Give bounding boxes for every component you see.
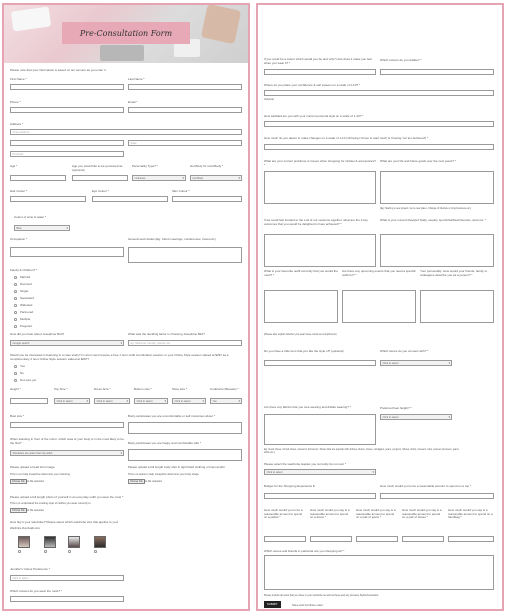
last-name-label: Last Name * [128,77,145,81]
colour-be-input[interactable] [264,69,376,75]
budget-label: Budget for the Shopping Experience $ [264,484,315,488]
problems-textarea[interactable] [264,171,376,204]
upload-everyday-label: Please upload a full length photo of yourself in an everyday outfit you wear the most * [10,495,124,499]
upload-head-label: Please upload a head shot image [10,465,55,469]
upload-body-choose-button[interactable]: Choose File [130,480,143,483]
height-input[interactable] [10,398,48,404]
family-opt-widowed: Widowed [20,303,33,307]
height-label: Height * [10,387,21,391]
shoe-size-select[interactable]: Click to select ▾ [172,398,206,404]
email-label: Email * [128,100,138,104]
body-uncomfortable-label: Body parts/areas you are uncomfortable or self conscious about * [128,414,215,418]
wardrobe-thumb-medium[interactable] [44,536,56,548]
wardrobe-radio-large[interactable] [68,550,71,553]
family-radio-multiple[interactable] [14,318,17,321]
upload-everyday-choose-button[interactable]: Choose File [12,509,25,512]
spend-jeans-label: How much would you say is a reasonable amount to spend on a pair of jeans * [356,508,396,520]
case-study-radio-no[interactable] [14,372,17,375]
change-desire-label: How much do you desire to make changes on a scale of 1-10 (10 being I'd love to start now!) & I having 'not too bothered') * [264,136,429,140]
final-note: Please include all notes that you have in your wardrobe as well as these and any previous Stylist/Consultant. [264,594,379,597]
family-opt-married: Married [20,275,31,279]
upload-body-note: This is to assist in help Josephine determine your body shape [128,473,199,476]
street-address-input[interactable]: Street Address [10,129,242,135]
form-page-1 [2,3,250,611]
handbag-image [201,5,241,44]
mirror-select[interactable]: Shoulders are wider than hip width ▾ [10,450,124,456]
last-name-input[interactable] [128,84,242,90]
problems-label: What are your current problems or issues when shopping for clothes & accessories? * [264,159,376,167]
stores-connect-select[interactable]: Click to select ▾ [380,360,452,366]
personality-desc-label: Your personality: How would your friends, family or colleagues describe you as a person? * [420,269,488,277]
age-input[interactable] [10,175,66,181]
top-size-label: Top Size * [54,387,68,391]
stores-connect-label: Which stores do you connect with? * [380,349,429,353]
age-perceived-label: Age you would like to be perceived as (optional) [72,164,123,172]
postcode-input[interactable]: Postcode [10,151,124,157]
hair-colour-label: Hair Colour * [10,189,28,193]
satisfied-label: How satisfied are you with your current personal style on a scale of 1-10? * [264,114,364,118]
upload-everyday-note: This is to understand the existing style of clothes you wear currently to [10,502,91,505]
form-title-box [62,22,190,44]
wardrobe-radio-small[interactable] [18,550,21,553]
spend-dress-input[interactable] [310,536,352,542]
future-goals-textarea[interactable] [380,171,494,204]
colour-wine-select[interactable]: Blue ▾ [14,225,70,231]
wardrobe-thumb-xlarge[interactable] [94,536,106,548]
eye-colour-input[interactable] [92,196,168,202]
deciding-input[interactable]: Eg: Skill level, friendly, referral, etc. [128,340,242,346]
colour-wine-label: Colour of wine & water * [14,215,47,219]
lifestyle-label: What is your current lifestyle? Daily, weekly, sports/hobbies/interests, work etc. * [380,218,487,222]
underwire-select[interactable]: Yes ▾ [210,398,242,404]
family-radio-divorced[interactable] [14,283,17,286]
personality-desc-textarea[interactable] [420,290,494,323]
spend-handbag-label: How much would you say is a reasonable amount to spend on a handbag * [448,508,493,520]
upcoming-events-label: Are there any upcoming events that you need a specific outfit for? * [342,269,416,277]
glasses-image [100,45,144,61]
form-page-2 [256,3,504,611]
upload-everyday-status: No file selected [26,509,44,512]
personality-select[interactable]: Unknown ▾ [132,175,186,181]
mirror-question: When standing in front of the mirror, which area of your body is in the most likely to be the first? [10,437,124,445]
spend-shoes-label: How much would you say is a reasonable amount to spend on a pair of shoes * [402,508,442,520]
submit-button[interactable]: SUBMIT [264,601,281,608]
family-radio-widowed[interactable] [14,304,17,307]
colour-pref-input[interactable]: Click to select [10,575,124,581]
family-radio-pregnant[interactable] [14,325,17,328]
family-radio-partnered[interactable] [14,311,17,314]
colours-wear-input[interactable] [10,596,124,602]
case-study-question: Would you be interested in featuring in a case study? In return we'd receive a free 1 hour outfit coordination session or your Online Style session valued at $297 as a complimentary 2 hour Online Style session valued at $297? [10,353,229,361]
city-input[interactable] [10,140,124,146]
confidence-input[interactable] [264,90,494,96]
wardrobe-radio-medium[interactable] [44,550,47,553]
outcomes-label: If we could fast forward to the end of our sessions together, what are the 3 key outcomes that you would be delighted to have achieved? * [264,218,368,226]
colour-dislike-input[interactable] [380,69,494,75]
wardrobe-radio-xlarge[interactable] [94,550,97,553]
body-temp-label: Hot Body Or Cold Body * [190,164,224,168]
personality-desc-note: (Please also explain whether you wear these words as compliments) [264,333,337,336]
work-duties-label: General work duties (Eg: Client meetings, conferences, travel etc.) [128,237,217,241]
change-desire-input[interactable] [264,144,494,150]
case-study-radio-unsure[interactable] [14,379,17,382]
satisfied-input[interactable] [264,121,494,127]
first-name-input[interactable] [10,84,124,90]
wardrobe-size-label: How big is your wardrobe? Please select which wardrobe size that applies to you! [10,520,119,524]
email-input[interactable] [128,107,242,113]
occupation-label: Occupation * [10,237,28,241]
upload-head-choose-button[interactable]: Choose File [12,480,25,483]
heel-height-select[interactable]: Click to select ▾ [380,414,452,420]
wardrobe-note: Eg: Good shoes, formal shoes, casual or formal etc. Shoes that are popular with clothes, blazer, shoes, cardigans, jeans, jumpers, Shoes, shirts, trousers, hats, scarves (trousers, jeans, skirts etc.) [264,448,460,454]
style-icon-input[interactable] [264,360,376,366]
brands-label: Which stores and brands in particular are you shopping at? * [264,549,345,553]
outcomes-textarea[interactable] [264,234,376,267]
address-label: Address * [10,122,24,126]
body-happy-textarea[interactable] [128,449,242,461]
spend-dress-label: How much would you say is a reasonable amount to spend on a dress * [310,508,350,520]
wardrobe-thumb-small[interactable] [18,536,30,548]
spend-jeans-input[interactable] [356,536,398,542]
confidence-note: Optional [264,98,274,101]
colour-dislike-label: Which colours do you dislike? * [380,58,422,62]
style-icon-label: Do you have a hide item that you like the style of? (optional) [264,349,344,353]
how-hear-select[interactable]: Google search ▾ [10,340,124,346]
intro-text: Please note that your information is saved on our servers as you enter it. [10,68,107,72]
colour-be-label: If you could be a colour which would you be and why? How does it make you feel when you wear it? * [264,57,372,65]
hero-banner [4,5,248,63]
budget-input[interactable] [264,493,376,499]
skin-colour-label: Skin Colour * [172,189,190,193]
spend-handbag-input[interactable] [448,536,494,542]
eye-colour-label: Eye Colour * [92,189,109,193]
spend-top-label: How much would you to be a reasonable amount to spend on a top * [380,484,472,488]
confidence-label: Where do you place your confidence & self esteem on a scale of 1-10? * [264,83,361,87]
spend-jacket-input[interactable] [264,536,306,542]
skin-colour-input[interactable] [172,196,242,202]
fabrics-label: Are there any fabrics that you love wearing and dislike wearing? * [264,405,351,409]
favourite-outfit-textarea[interactable] [264,290,338,323]
upload-head-status: No file selected [26,480,44,483]
fabrics-textarea[interactable] [264,414,376,445]
lifestyle-textarea[interactable] [380,234,494,267]
family-radio-married[interactable] [14,276,17,279]
brands-textarea[interactable] [264,555,494,590]
family-radio-separated[interactable] [14,297,17,300]
upload-head-note: This is a to help Josephine determine your colouring [10,473,70,476]
family-opt-divorced: Divorced [20,282,32,286]
dress-size-label: Dress Size * [94,387,111,391]
spend-jacket-label: How much would you to be a reasonable amount to spend on a jacket * [264,508,303,520]
body-happy-label: Body parts/areas you are happy and comfortable with * [128,441,202,445]
case-study-opt-yes: Yes [20,364,25,368]
upcoming-events-textarea[interactable] [342,290,416,323]
first-name-label: First Name * [10,77,27,81]
wardrobe-thumb-large[interactable] [68,536,80,548]
shoe-size-label: Shoe size * [172,387,188,391]
save-later-link[interactable]: Save and Continue Later [292,603,323,607]
future-goals-note: (Eg: Starting a new project, Got a new place, Change of lifestyle or long business etc.) [380,207,472,210]
colour-pref-label: Jennifer's Colour Preference * [10,567,50,571]
hair-colour-input[interactable] [10,196,86,202]
family-opt-partnered: Partnered [20,310,34,314]
spend-top-input[interactable] [380,493,494,499]
family-radio-single[interactable] [14,290,17,293]
occupation-input[interactable] [10,247,124,257]
case-study-opt-no: No [20,371,24,375]
body-temp-select[interactable]: Hot Body ▾ [190,175,242,181]
heel-height-label: Preferred heel height? * [380,406,412,410]
phone-label: Phone * [10,100,21,104]
laptop-image [11,6,51,31]
family-label: Family & Children? * [10,268,38,272]
dress-size-select[interactable]: Click to select ▾ [94,398,130,404]
spend-shoes-input[interactable] [402,536,444,542]
wardrobe-staples-select[interactable]: Click to select ▾ [264,469,376,475]
favourite-outfit-label: What is your favourite outfit currently that you would the most? * [264,269,338,277]
bottom-size-select[interactable]: Click to select ▾ [134,398,168,404]
work-duties-textarea[interactable] [128,247,242,263]
family-opt-pregnant: Pregnant [20,324,33,328]
upload-body-label: Please upload a full length body shot in tight fitted clothing or lines and/or [128,465,226,469]
form-title: Pre-Consultation Form [79,28,173,38]
underwire-label: Underwire (Breasts) * [210,387,239,391]
personality-label: Personality Type? * [132,164,158,168]
age-perceived-input[interactable] [72,175,128,181]
family-opt-single: Single [20,289,29,293]
phone-input[interactable] [10,107,124,113]
upload-body-status: No file selected [144,480,162,483]
family-opt-multiple: Multiple [20,317,31,321]
colours-wear-label: Which colours do you wear the most? * [10,589,63,593]
case-study-opt-unsure: Not sure yet [20,378,37,382]
future-goals-label: What are your life and future goals over the next years? * [380,159,456,163]
wardrobe-size-sub: Wardrobe thumbnails size [10,527,40,530]
how-hear-label: How did you hear about Josephine Bird? [10,332,65,336]
bust-size-input[interactable] [10,422,124,428]
case-study-radio-yes[interactable] [14,365,17,368]
state-input[interactable]: State [128,140,242,146]
wardrobe-staples-label: Please select the wardrobe staples you currently do not own * [264,462,347,466]
deciding-label: What was the deciding factor in choosing Josephine Bird? [128,332,205,336]
bottom-size-label: Bottom size * [134,387,152,391]
bust-size-label: Bust size * [10,414,25,418]
family-opt-separated: Separated [20,296,34,300]
age-label: Age * [10,164,18,168]
top-size-select[interactable]: Click to select ▾ [54,398,90,404]
body-uncomfortable-textarea[interactable] [128,422,242,434]
